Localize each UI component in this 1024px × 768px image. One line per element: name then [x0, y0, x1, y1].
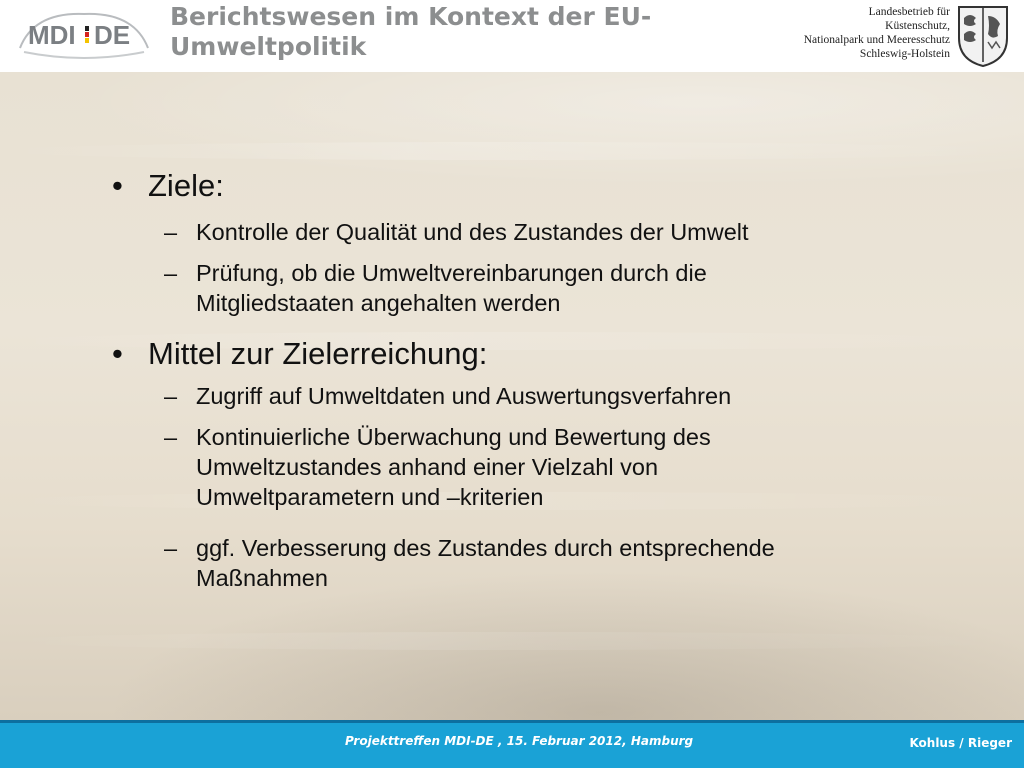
svg-text:DE: DE [94, 20, 131, 50]
slide-title: Berichtswesen im Kontext der EU-Umweltpolitik [170, 2, 652, 61]
organization-line: Landesbetrieb für [868, 6, 950, 18]
sub-bullet-text: ggf. Verbesserung des Zustandes durch entsprechende Maßnahmen [196, 535, 775, 591]
sub-bullet-text: Kontinuierliche Überwachung und Bewertung des Umweltzustandes anhand einer Vielzahl von Umweltparametern und –kriterien [196, 424, 711, 510]
dash-marker: – [164, 219, 178, 245]
organization-line: Schleswig-Holstein [859, 48, 950, 60]
bullet-heading: Ziele: [148, 168, 224, 203]
slide-body [0, 72, 1024, 720]
svg-text:MDI: MDI [28, 20, 76, 50]
bullet-marker: • [112, 336, 123, 371]
organization-name [730, 5, 950, 61]
background-wave [0, 632, 1024, 650]
dash-marker: – [164, 260, 178, 286]
organization-line: Küstenschutz, [885, 20, 950, 32]
background-wave [0, 142, 1024, 160]
dash-marker: – [164, 424, 178, 450]
footer-event: Projekttreffen MDI-DE , 15. Februar 2012, Hamburg [345, 734, 694, 748]
bullet-heading: Mittel zur Zielerreichung: [148, 336, 488, 371]
organization-line: Nationalpark und Meeresschutz [803, 34, 950, 46]
footer-divider [0, 720, 1024, 723]
sub-bullet-text: Prüfung, ob die Umweltvereinbarungen durch die Mitgliedstaaten angehalten werden [196, 260, 707, 316]
schleswig-holstein-crest-icon [956, 4, 1010, 68]
slide-header [0, 0, 1024, 72]
slide-footer [0, 720, 1024, 768]
mdi-de-logo-icon [14, 8, 154, 60]
sub-bullet-text: Kontrolle der Qualität und des Zustandes der Umwelt [196, 219, 749, 245]
footer-authors: Kohlus / Rieger [909, 736, 1012, 750]
dash-marker: – [164, 383, 178, 409]
dash-marker: – [164, 535, 178, 561]
bullet-marker: • [112, 168, 123, 203]
sub-bullet-text: Zugriff auf Umweltdaten und Auswertungsverfahren [196, 383, 732, 409]
